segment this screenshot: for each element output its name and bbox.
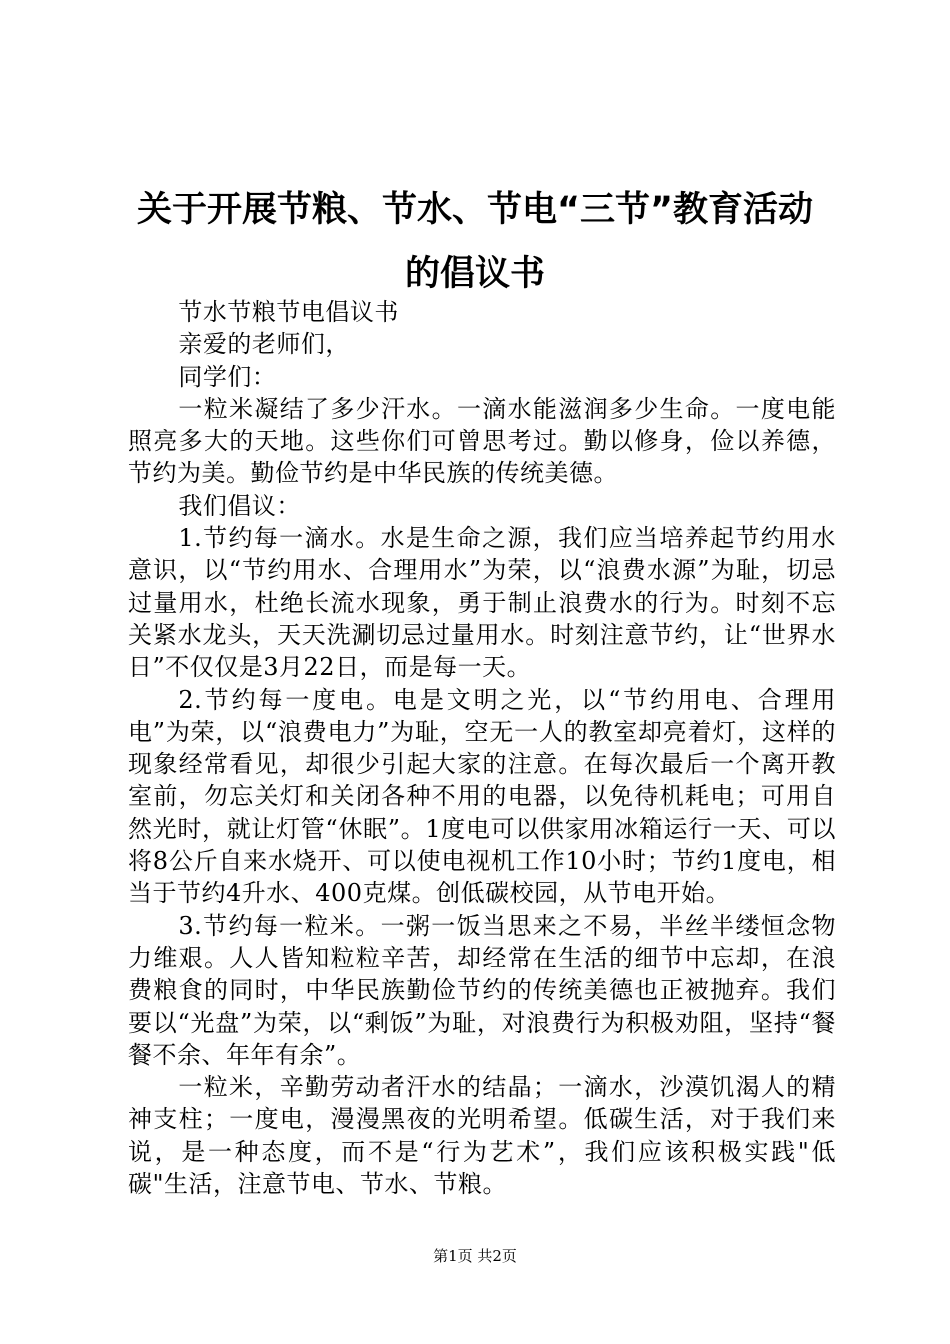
proposal-rice: 3.节约每一粒米。一粥一饭当思来之不易，半丝半缕恒念物力维艰。人人皆知粒粒辛苦，却经常在生活的细节中忘却，在浪费粮食的同时，中华民族勤俭节约的传统美德也正被抛弃。我们要以“光盘”为荣，以“剩饭”为耻，对浪费行为积极劝阻，坚持“餐餐不余、年年有余”。 [128, 911, 836, 1069]
subtitle-paragraph: 节水节粮节电倡议书 [178, 298, 399, 326]
document-title [100, 178, 850, 306]
title-line-1: 关于开展节粮、节水、节电“三节”教育活动 [136, 190, 813, 230]
intro-paragraph: 一粒米凝结了多少汗水。一滴水能滋润多少生命。一度电能照亮多大的天地。这些你们可曾思考过。勤以修身，俭以养德，节约为美。勤俭节约是中华民族的传统美德。 [128, 394, 836, 488]
salutation-students: 同学们： [178, 362, 277, 391]
document-body [128, 296, 836, 1200]
closing-paragraph: 一粒米，辛勤劳动者汗水的结晶；一滴水，沙漠饥渴人的精神支柱；一度电，漫漫黑夜的光明希望。低碳生活，对于我们来说，是一种态度，而不是“行为艺术”，我们应该积极实践"低碳"生活，注意节电、节水、节粮。 [128, 1073, 836, 1199]
title-line-2: 的倡议书 [404, 254, 545, 294]
page-footer: 第1页 共2页 [433, 1247, 517, 1265]
proposal-heading: 我们倡议： [178, 491, 301, 520]
proposal-electricity: 2.节约每一度电。电是文明之光，以“节约用电、合理用电”为荣，以“浪费电力”为耻，空无一人的教室却亮着灯，这样的现象经常看见，却很少引起大家的注意。在每次最后一个离开教室前，勿忘关灯和关闭各种不用的电器，以免待机耗电；可用自然光时，就让灯管“休眠”。1度电可以供家用冰箱运行一天、可以将8公斤自来水烧开、可以使电视机工作10小时；节约1度电，相当于节约4升水、400克煤。创低碳校园，从节电开始。 [128, 685, 836, 908]
proposal-water: 1.节约每一滴水。水是生命之源，我们应当培养起节约用水意识，以“节约用水、合理用水”为荣，以“浪费水源”为耻，切忌过量用水，杜绝长流水现象，勇于制止浪费水的行为。时刻不忘关紧水龙头，天天洗涮切忌过量用水。时刻注意节约，让“世界水日”不仅仅是3月22日，而是每一天。 [128, 524, 836, 682]
salutation-teachers: 亲爱的老师们， [178, 330, 350, 359]
